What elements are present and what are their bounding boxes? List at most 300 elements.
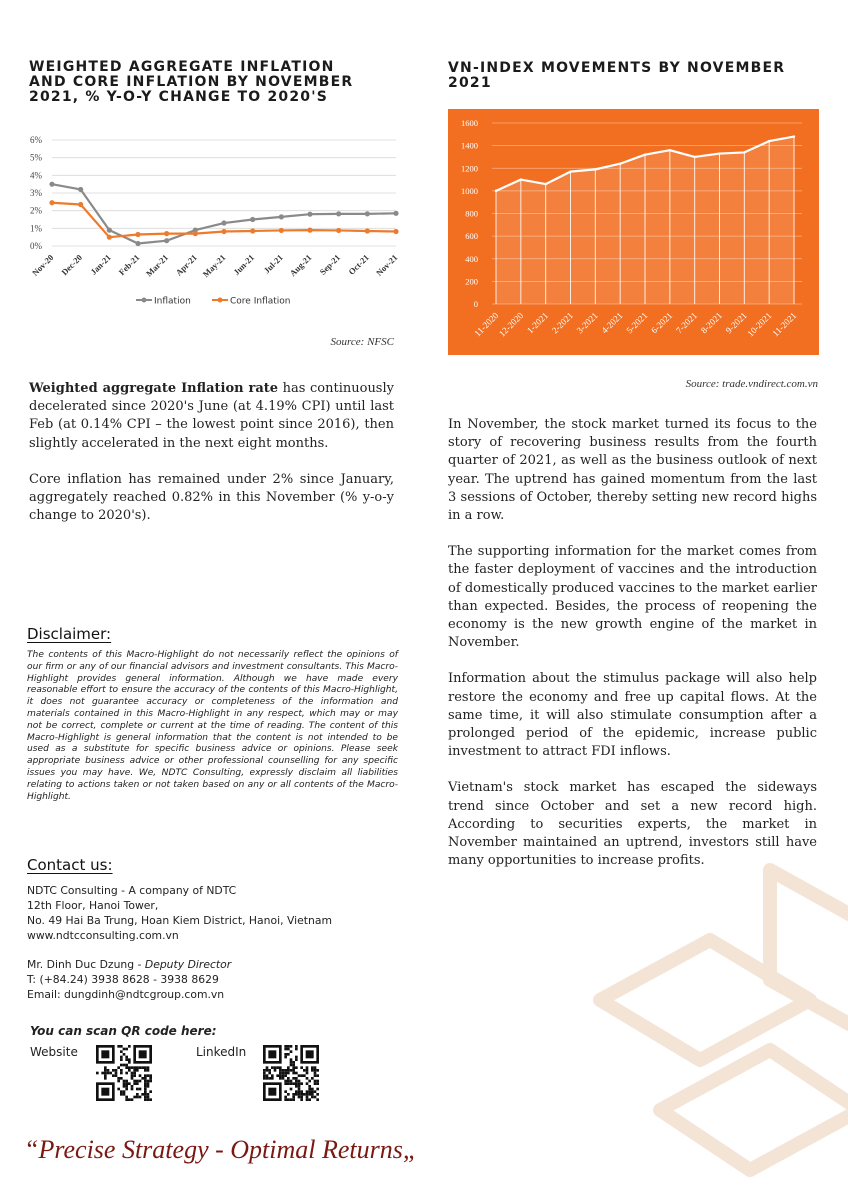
qr-module bbox=[306, 1072, 309, 1075]
data-point bbox=[644, 153, 646, 155]
data-point-inflation bbox=[78, 187, 83, 192]
qr-module bbox=[139, 1080, 142, 1083]
qr-module bbox=[128, 1058, 131, 1061]
qr-module bbox=[300, 1074, 303, 1077]
qr-module bbox=[295, 1056, 298, 1059]
x-tick-label: Jul-21 bbox=[261, 252, 285, 276]
contact-person-name: Mr. Dinh Duc Dzung bbox=[27, 958, 135, 971]
qr-module bbox=[144, 1098, 147, 1101]
qr-module bbox=[287, 1045, 290, 1048]
contact-company: NDTC Consulting - A company of NDTC bbox=[27, 884, 237, 897]
qr-module bbox=[284, 1072, 287, 1075]
qr-module bbox=[131, 1088, 134, 1091]
qr-module bbox=[107, 1069, 110, 1072]
qr-module bbox=[147, 1080, 150, 1083]
qr-module bbox=[314, 1096, 317, 1099]
qr-module bbox=[149, 1077, 152, 1080]
qr-module bbox=[131, 1074, 134, 1077]
data-point-inflation bbox=[221, 220, 226, 225]
qr-module bbox=[316, 1082, 319, 1085]
qr-module bbox=[120, 1072, 123, 1075]
qr-module bbox=[282, 1077, 285, 1080]
qr-module bbox=[279, 1069, 282, 1072]
qr-module bbox=[136, 1093, 139, 1096]
y-tick-label: 800 bbox=[465, 208, 478, 219]
qr-module bbox=[303, 1069, 306, 1072]
qr-module bbox=[128, 1066, 131, 1069]
qr-module bbox=[120, 1045, 123, 1048]
qr-module bbox=[139, 1066, 142, 1069]
qr-module bbox=[136, 1069, 139, 1072]
y-tick-label: 6% bbox=[30, 135, 42, 145]
qr-module bbox=[263, 1069, 266, 1072]
contact-block bbox=[27, 883, 407, 1002]
qr-module bbox=[125, 1056, 128, 1059]
qr-module bbox=[290, 1080, 293, 1083]
data-point-core-inflation bbox=[250, 228, 255, 233]
qr-module bbox=[144, 1096, 147, 1099]
qr-module bbox=[147, 1082, 150, 1085]
y-tick-label: 600 bbox=[465, 231, 478, 242]
qr-module bbox=[271, 1077, 274, 1080]
qr-module bbox=[284, 1045, 287, 1048]
legend-marker bbox=[218, 298, 223, 303]
qr-module bbox=[133, 1072, 136, 1075]
qr-module bbox=[308, 1080, 311, 1083]
qr-module bbox=[306, 1077, 309, 1080]
qr-module bbox=[133, 1082, 136, 1085]
qr-module bbox=[295, 1090, 298, 1093]
qr-module bbox=[115, 1069, 118, 1072]
qr-module bbox=[287, 1069, 290, 1072]
data-point bbox=[669, 149, 671, 151]
qr-module bbox=[147, 1096, 150, 1099]
qr-module bbox=[284, 1096, 287, 1099]
qr-module bbox=[268, 1069, 271, 1072]
data-point-core-inflation bbox=[193, 231, 198, 236]
qr-linkedin-label: LinkedIn bbox=[196, 1045, 247, 1059]
data-point-inflation bbox=[307, 212, 312, 217]
qr-module bbox=[306, 1096, 309, 1099]
qr-module bbox=[125, 1096, 128, 1099]
contact-person-separator: - bbox=[134, 958, 145, 971]
qr-module bbox=[300, 1066, 303, 1069]
qr-module bbox=[141, 1093, 144, 1096]
qr-module bbox=[120, 1069, 123, 1072]
qr-module bbox=[284, 1069, 287, 1072]
qr-module bbox=[144, 1088, 147, 1091]
data-point-inflation bbox=[49, 182, 54, 187]
qr-module bbox=[120, 1050, 123, 1053]
contact-person bbox=[27, 957, 407, 972]
qr-module bbox=[123, 1080, 126, 1083]
qr-module bbox=[147, 1069, 150, 1072]
qr-code-linkedin[interactable] bbox=[263, 1045, 319, 1101]
vnindex-paragraph-3: Information about the stimulus package will also help restore the economy and free up capital flows. At the same time, it will also stimulate consumption after a prolonged period of the epidemic, increase public investment to attract FDI inflows. bbox=[448, 671, 817, 760]
data-point-inflation bbox=[164, 238, 169, 243]
x-tick-label: Jan-21 bbox=[88, 252, 113, 277]
qr-module bbox=[144, 1090, 147, 1093]
qr-module bbox=[308, 1085, 311, 1088]
qr-module bbox=[279, 1074, 282, 1077]
qr-module bbox=[314, 1080, 317, 1083]
qr-module bbox=[316, 1069, 319, 1072]
qr-module bbox=[117, 1077, 120, 1080]
qr-module bbox=[120, 1093, 123, 1096]
data-point bbox=[520, 178, 522, 180]
qr-module bbox=[298, 1088, 301, 1091]
qr-module bbox=[295, 1066, 298, 1069]
qr-module bbox=[298, 1080, 301, 1083]
qr-module bbox=[314, 1072, 317, 1075]
qr-module bbox=[287, 1093, 290, 1096]
qr-module bbox=[120, 1090, 123, 1093]
qr-module bbox=[115, 1074, 118, 1077]
qr-module bbox=[295, 1080, 298, 1083]
y-tick-label: 2% bbox=[30, 205, 42, 216]
y-tick-label: 400 bbox=[465, 253, 478, 264]
x-tick-label: 5-2021 bbox=[624, 310, 650, 336]
qr-module bbox=[300, 1082, 303, 1085]
qr-module bbox=[306, 1098, 309, 1101]
data-point-core-inflation bbox=[107, 235, 112, 240]
qr-module bbox=[284, 1082, 287, 1085]
x-tick-label: Apr-21 bbox=[173, 252, 199, 278]
qr-module bbox=[125, 1088, 128, 1091]
vnindex-paragraph-2: The supporting information for the market comes from the faster deployment of vaccines and the introduction of domestically produced vaccines to the market earlier than expected. Besides, the process of reopening the economy is the new growth engine of the market in November. bbox=[448, 544, 817, 651]
qr-module bbox=[290, 1088, 293, 1091]
inflation-chart-heading: WEIGHTED AGGREGATE INFLATION AND CORE INFLATION BY NOVEMBER 2021, % Y-O-Y CHANGE TO 2020'S bbox=[29, 59, 354, 105]
qr-module bbox=[282, 1072, 285, 1075]
qr-module bbox=[308, 1090, 311, 1093]
x-tick-label: Jun-21 bbox=[231, 252, 257, 278]
qr-module bbox=[125, 1098, 128, 1101]
qr-module bbox=[298, 1085, 301, 1088]
qr-module bbox=[316, 1074, 319, 1077]
data-point-inflation bbox=[393, 211, 398, 216]
qr-module bbox=[128, 1045, 131, 1048]
y-tick-label: 1200 bbox=[461, 163, 478, 174]
qr-module bbox=[306, 1093, 309, 1096]
qr-module bbox=[104, 1074, 107, 1077]
qr-module bbox=[295, 1077, 298, 1080]
inflation-commentary bbox=[29, 380, 394, 543]
qr-module bbox=[292, 1093, 295, 1096]
qr-module bbox=[147, 1074, 150, 1077]
qr-module bbox=[120, 1064, 123, 1067]
qr-module bbox=[303, 1093, 306, 1096]
data-point-core-inflation bbox=[49, 200, 54, 205]
qr-module bbox=[290, 1082, 293, 1085]
qr-module bbox=[263, 1077, 266, 1080]
qr-module bbox=[266, 1066, 269, 1069]
qr-module bbox=[311, 1069, 314, 1072]
qr-module bbox=[287, 1048, 290, 1051]
x-tick-label: 10-2021 bbox=[745, 310, 774, 339]
qr-module bbox=[125, 1082, 128, 1085]
qr-module bbox=[311, 1088, 314, 1091]
data-point-inflation bbox=[250, 217, 255, 222]
qr-module bbox=[266, 1069, 269, 1072]
qr-module bbox=[144, 1085, 147, 1088]
qr-module bbox=[128, 1061, 131, 1064]
qr-module bbox=[276, 1066, 279, 1069]
qr-module bbox=[287, 1077, 290, 1080]
vnindex-chart bbox=[448, 109, 819, 355]
qr-module bbox=[149, 1074, 152, 1077]
qr-module bbox=[287, 1066, 290, 1069]
qr-module bbox=[133, 1069, 136, 1072]
qr-module bbox=[314, 1074, 317, 1077]
y-tick-label: 4% bbox=[30, 170, 42, 181]
qr-module bbox=[311, 1077, 314, 1080]
qr-module bbox=[263, 1072, 266, 1075]
qr-module bbox=[117, 1080, 120, 1083]
qr-module bbox=[144, 1080, 147, 1083]
y-tick-label: 1600 bbox=[461, 118, 478, 128]
data-point-core-inflation bbox=[279, 228, 284, 233]
data-point bbox=[495, 190, 497, 192]
qr-module bbox=[287, 1098, 290, 1101]
qr-module bbox=[141, 1077, 144, 1080]
inflation-paragraph-1 bbox=[29, 380, 394, 453]
qr-finder-core bbox=[306, 1050, 314, 1058]
qr-module bbox=[311, 1090, 314, 1093]
qr-module bbox=[284, 1053, 287, 1056]
data-point-core-inflation bbox=[221, 229, 226, 234]
qr-module bbox=[120, 1058, 123, 1061]
qr-module bbox=[282, 1069, 285, 1072]
data-point-core-inflation bbox=[135, 232, 140, 237]
qr-module bbox=[303, 1074, 306, 1077]
qr-module bbox=[316, 1088, 319, 1091]
qr-module bbox=[123, 1064, 126, 1067]
qr-module bbox=[112, 1069, 115, 1072]
y-tick-label: 200 bbox=[465, 276, 478, 287]
qr-module bbox=[311, 1066, 314, 1069]
qr-module bbox=[292, 1077, 295, 1080]
qr-module bbox=[131, 1072, 134, 1075]
qr-module bbox=[295, 1085, 298, 1088]
qr-module bbox=[128, 1082, 131, 1085]
qr-module bbox=[136, 1080, 139, 1083]
qr-module bbox=[125, 1085, 128, 1088]
qr-module bbox=[300, 1096, 303, 1099]
qr-module bbox=[295, 1048, 298, 1051]
x-tick-label: 12-2020 bbox=[496, 310, 526, 339]
data-point bbox=[544, 183, 546, 185]
data-point bbox=[793, 135, 795, 137]
qr-module bbox=[290, 1058, 293, 1061]
data-point-core-inflation bbox=[336, 228, 341, 233]
qr-module bbox=[149, 1090, 152, 1093]
x-tick-label: 4-2021 bbox=[599, 310, 625, 336]
qr-module bbox=[306, 1066, 309, 1069]
qr-module bbox=[133, 1096, 136, 1099]
data-point bbox=[718, 152, 720, 154]
y-tick-label: 1% bbox=[30, 223, 42, 234]
qr-module bbox=[292, 1064, 295, 1067]
qr-module bbox=[109, 1072, 112, 1075]
qr-module bbox=[128, 1098, 131, 1101]
data-point-core-inflation bbox=[78, 202, 83, 207]
qr-module bbox=[287, 1053, 290, 1056]
qr-module bbox=[96, 1072, 99, 1075]
qr-module bbox=[136, 1088, 139, 1091]
qr-module bbox=[295, 1082, 298, 1085]
x-tick-label: 8-2021 bbox=[698, 310, 724, 336]
qr-module bbox=[290, 1098, 293, 1101]
qr-module bbox=[292, 1066, 295, 1069]
qr-module bbox=[287, 1082, 290, 1085]
qr-module bbox=[144, 1093, 147, 1096]
y-tick-label: 3% bbox=[30, 188, 42, 198]
qr-module bbox=[147, 1098, 150, 1101]
qr-module bbox=[104, 1069, 107, 1072]
qr-module bbox=[308, 1093, 311, 1096]
y-tick-label: 5% bbox=[30, 152, 42, 163]
qr-module bbox=[308, 1088, 311, 1091]
qr-finder-core bbox=[268, 1050, 276, 1058]
qr-module bbox=[290, 1050, 293, 1053]
y-tick-label: 1000 bbox=[461, 185, 478, 196]
qr-module bbox=[290, 1064, 293, 1067]
qr-module bbox=[314, 1090, 317, 1093]
data-point-inflation bbox=[135, 241, 140, 246]
vnindex-commentary bbox=[448, 416, 817, 888]
x-tick-label: 2-2021 bbox=[549, 310, 575, 336]
x-tick-label: Nov-21 bbox=[373, 252, 400, 278]
qr-module bbox=[284, 1098, 287, 1101]
inflation-chart-source: Source: NFSC bbox=[330, 336, 394, 348]
vnindex-paragraph-1: In November, the stock market turned its focus to the story of recovering business results from the fourth quarter of 2021, as well as the business outlook of next year. The uptrend has gained momentum from the last 3 sessions of October, thereby setting new record highs in a row. bbox=[448, 417, 817, 524]
qr-module bbox=[279, 1072, 282, 1075]
y-tick-label: 0 bbox=[473, 299, 478, 309]
qr-module bbox=[316, 1093, 319, 1096]
qr-module bbox=[311, 1096, 314, 1099]
qr-module bbox=[284, 1080, 287, 1083]
qr-finder-core bbox=[101, 1088, 109, 1096]
qr-module bbox=[133, 1066, 136, 1069]
qr-finder-core bbox=[268, 1088, 276, 1096]
qr-module bbox=[300, 1093, 303, 1096]
qr-module bbox=[123, 1085, 126, 1088]
qr-module bbox=[144, 1077, 147, 1080]
x-tick-label: 11-2020 bbox=[472, 310, 501, 339]
qr-module bbox=[271, 1074, 274, 1077]
qr-module bbox=[125, 1048, 128, 1051]
qr-module bbox=[295, 1093, 298, 1096]
y-tick-label: 0% bbox=[30, 241, 42, 251]
qr-module bbox=[136, 1066, 139, 1069]
qr-module bbox=[123, 1048, 126, 1051]
disclaimer-text: The contents of this Macro-Highlight do not necessarily reflect the opinions of our firm or any of our financial advisors and investment consultants. This Macro-Highlight provides general information. Although we have made every reasonable effort to ensure the accuracy of the contents of this Macro-Highlight, it does not guarantee accuracy or completeness of the information and materials contained in this Macro-Highlight in any respect, which may or may not be correct, complete or current at the time of reading. The content of this Macro-Highlight is general information that the content is not intended to be used as a substitute for specific business advice or opinions. Please seek appropriate business advice or other professional counselling for any specific issues you may have. We, NDTC Consulting, expressly disclaim all liabilities relating to actions taken or not taken based on any or all contents of the Macro-Highlight. bbox=[27, 650, 398, 802]
qr-module bbox=[123, 1082, 126, 1085]
qr-module bbox=[139, 1096, 142, 1099]
qr-module bbox=[295, 1058, 298, 1061]
qr-module bbox=[147, 1093, 150, 1096]
qr-module bbox=[298, 1082, 301, 1085]
qr-module bbox=[120, 1077, 123, 1080]
qr-module bbox=[136, 1096, 139, 1099]
qr-module bbox=[139, 1074, 142, 1077]
qr-module bbox=[306, 1069, 309, 1072]
qr-module bbox=[314, 1082, 317, 1085]
x-tick-label: Feb-21 bbox=[116, 252, 142, 278]
qr-module bbox=[311, 1093, 314, 1096]
qr-finder-core bbox=[139, 1050, 147, 1058]
contact-address-2: No. 49 Hai Ba Trung, Hoan Kiem District, Hanoi, Vietnam bbox=[27, 914, 332, 927]
vnindex-paragraph-4: Vietnam's stock market has escaped the sideways trend since October and set a new record high. According to securities experts, the market in November maintained an uptrend, investors still have many opportunities to increase profits. bbox=[448, 780, 817, 869]
legend-label: Core Inflation bbox=[230, 296, 291, 307]
x-tick-label: 7-2021 bbox=[673, 310, 700, 336]
contact-person-title: Deputy Director bbox=[144, 958, 232, 971]
slogan: “Precise Strategy - Optimal Returns„ bbox=[24, 1135, 418, 1164]
qr-module bbox=[149, 1098, 152, 1101]
qr-module bbox=[104, 1072, 107, 1075]
qr-module bbox=[314, 1066, 317, 1069]
data-point-core-inflation bbox=[164, 231, 169, 236]
qr-module bbox=[284, 1090, 287, 1093]
qr-module bbox=[144, 1082, 147, 1085]
contact-email[interactable]: Email: dungdinh@ndtcgroup.com.vn bbox=[27, 988, 225, 1001]
qr-module bbox=[295, 1072, 298, 1075]
data-point-core-inflation bbox=[307, 228, 312, 233]
qr-module bbox=[292, 1072, 295, 1075]
x-tick-label: Sep-21 bbox=[317, 252, 343, 277]
qr-module bbox=[144, 1074, 147, 1077]
qr-module bbox=[139, 1088, 142, 1091]
qr-module bbox=[292, 1098, 295, 1101]
vnindex-chart-svg bbox=[448, 109, 819, 355]
data-point bbox=[768, 140, 770, 142]
qr-title: You can scan QR code here: bbox=[30, 1024, 217, 1038]
qr-module bbox=[117, 1088, 120, 1091]
qr-module bbox=[112, 1074, 115, 1077]
data-point bbox=[619, 163, 621, 165]
data-point bbox=[594, 168, 596, 170]
data-point-inflation bbox=[336, 211, 341, 216]
x-tick-label: Mar-21 bbox=[143, 252, 171, 279]
x-tick-label: May-21 bbox=[200, 252, 228, 280]
qr-module bbox=[284, 1074, 287, 1077]
qr-module bbox=[133, 1080, 136, 1083]
qr-module bbox=[300, 1098, 303, 1101]
qr-module bbox=[104, 1077, 107, 1080]
qr-module bbox=[316, 1080, 319, 1083]
qr-code-website[interactable] bbox=[96, 1045, 152, 1101]
data-point bbox=[693, 156, 695, 158]
qr-module bbox=[271, 1066, 274, 1069]
qr-module bbox=[120, 1056, 123, 1059]
qr-module bbox=[308, 1098, 311, 1101]
qr-module bbox=[292, 1061, 295, 1064]
contact-address-1: 12th Floor, Hanoi Tower, bbox=[27, 899, 159, 912]
inflation-chart-svg bbox=[28, 128, 400, 328]
qr-module bbox=[298, 1093, 301, 1096]
contact-title: Contact us: bbox=[27, 856, 113, 874]
qr-module bbox=[306, 1082, 309, 1085]
qr-module bbox=[290, 1069, 293, 1072]
qr-module bbox=[295, 1045, 298, 1048]
qr-module bbox=[287, 1072, 290, 1075]
qr-module bbox=[284, 1048, 287, 1051]
qr-module bbox=[115, 1072, 118, 1075]
qr-finder-core bbox=[101, 1050, 109, 1058]
contact-website[interactable]: www.ndtcconsulting.com.vn bbox=[27, 929, 179, 942]
qr-module bbox=[125, 1064, 128, 1067]
contact-phone: T: (+84.24) 3938 8628 - 3938 8629 bbox=[27, 973, 219, 986]
